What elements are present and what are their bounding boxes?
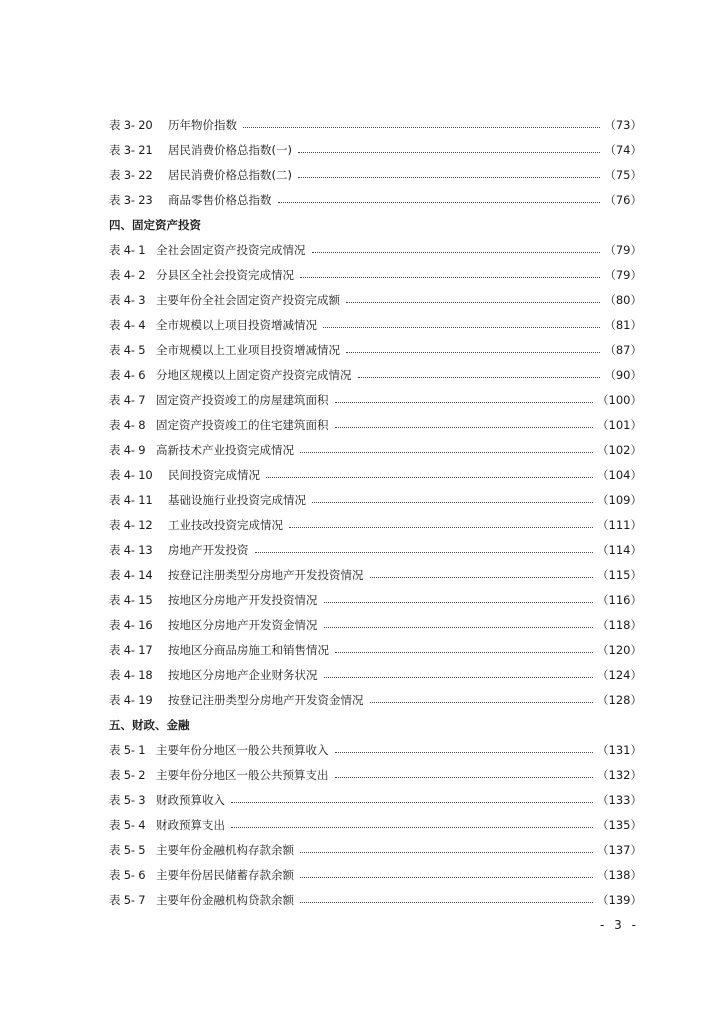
toc-entry[interactable] [109,787,642,812]
entry-title: 主要年份金融机构存款余额 [156,842,294,857]
table-number: 表 3- 22 [109,167,153,182]
table-number: 表 4- 13 [109,542,153,557]
page-ref: （128） [597,692,642,707]
leader-dots [324,676,594,678]
toc-entry[interactable] [109,412,642,437]
toc-entry[interactable] [109,112,642,137]
leader-dots [324,601,594,603]
entry-title: 主要年份全社会固定资产投资完成额 [156,292,340,307]
leader-dots [298,151,600,153]
leader-dots [335,426,594,428]
table-number: 表 5- 5 [109,842,146,857]
toc-entry[interactable] [109,562,642,587]
leader-dots [335,401,594,403]
table-number: 表 5- 7 [109,892,146,907]
leader-dots [323,326,600,328]
leader-dots [300,851,593,853]
table-number: 表 4- 11 [109,492,153,507]
table-number: 表 4- 14 [109,567,153,582]
leader-dots [324,626,594,628]
entry-title: 民间投资完成情况 [168,467,260,482]
toc-entry[interactable] [109,612,642,637]
leader-dots [289,526,593,528]
page-ref: （79） [604,267,642,282]
toc-entry[interactable] [109,137,642,162]
leader-dots [255,551,594,553]
table-number: 表 5- 1 [109,742,146,757]
page-ref: （133） [597,792,642,807]
toc-entry[interactable] [109,512,642,537]
toc-entry[interactable] [109,762,642,787]
entry-title: 主要年份分地区一般公共预算收入 [156,742,329,757]
table-number: 表 5- 2 [109,767,146,782]
leader-dots [278,201,601,203]
entry-title: 全社会固定资产投资完成情况 [156,242,306,257]
page-ref: （120） [597,642,642,657]
table-of-contents [109,112,642,912]
table-number: 表 4- 10 [109,467,153,482]
entry-title: 主要年份分地区一般公共预算支出 [156,767,329,782]
section-heading: 五、财政、金融 [109,717,190,732]
table-number: 表 4- 19 [109,692,153,707]
leader-dots [231,826,593,828]
leader-dots [312,251,601,253]
toc-entry[interactable] [109,262,642,287]
page-ref: （104） [597,467,642,482]
entry-title: 工业技改投资完成情况 [168,517,283,532]
leader-dots [300,451,593,453]
table-number: 表 4- 1 [109,242,146,257]
toc-entry[interactable] [109,837,642,862]
page-ref: （131） [597,742,642,757]
leader-dots [266,476,593,478]
entry-title: 全市规模以上工业项目投资增减情况 [156,342,340,357]
page-ref: （118） [597,617,642,632]
page-ref: （132） [597,767,642,782]
toc-entry[interactable] [109,362,642,387]
entry-title: 分地区规模以上固定资产投资完成情况 [156,367,352,382]
entry-title: 房地产开发投资 [168,542,249,557]
table-number: 表 4- 9 [109,442,146,457]
table-number: 表 4- 4 [109,317,146,332]
toc-entry[interactable] [109,387,642,412]
leader-dots [298,176,600,178]
page-ref: （90） [604,367,642,382]
table-number: 表 4- 18 [109,667,153,682]
entry-title: 按登记注册类型分房地产开发投资情况 [168,567,364,582]
entry-title: 历年物价指数 [168,117,237,132]
toc-entry[interactable] [109,637,642,662]
page-ref: （139） [597,892,642,907]
page-ref: （135） [597,817,642,832]
table-number: 表 4- 15 [109,592,153,607]
entry-title: 按地区分商品房施工和销售情况 [168,642,329,657]
toc-entry[interactable] [109,337,642,362]
toc-entry[interactable] [109,812,642,837]
entry-title: 财政预算收入 [156,792,225,807]
table-number: 表 3- 23 [109,192,153,207]
leader-dots [335,651,593,653]
page-ref: （100） [597,392,642,407]
page-ref: （115） [597,567,642,582]
leader-dots [346,301,600,303]
entry-title: 按地区分房地产开发资金情况 [168,617,318,632]
table-number: 表 3- 21 [109,142,153,157]
leader-dots [335,776,594,778]
entry-title: 基础设施行业投资完成情况 [168,492,306,507]
page-ref: （81） [604,317,642,332]
table-number: 表 4- 6 [109,367,146,382]
page-ref: （137） [597,842,642,857]
entry-title: 按登记注册类型分房地产开发资金情况 [168,692,364,707]
page-ref: （87） [604,342,642,357]
entry-title: 固定资产投资竣工的房屋建筑面积 [156,392,329,407]
leader-dots [231,801,593,803]
table-number: 表 4- 7 [109,392,146,407]
toc-entry[interactable] [109,237,642,262]
toc-entry[interactable] [109,537,642,562]
page-ref: （80） [604,292,642,307]
entry-title: 固定资产投资竣工的住宅建筑面积 [156,417,329,432]
toc-entry[interactable] [109,462,642,487]
table-number: 表 4- 17 [109,642,153,657]
toc-entry[interactable] [109,162,642,187]
entry-title: 主要年份金融机构贷款余额 [156,892,294,907]
toc-entry[interactable] [109,187,642,212]
table-number: 表 4- 3 [109,292,146,307]
table-number: 表 4- 8 [109,417,146,432]
entry-title: 主要年份居民储蓄存款余额 [156,867,294,882]
table-number: 表 5- 3 [109,792,146,807]
toc-entry[interactable] [109,662,642,687]
page-ref: （74） [604,142,642,157]
page-number: - 3 - [600,918,639,932]
toc-entry[interactable] [109,312,642,337]
leader-dots [300,276,600,278]
page-ref: （111） [597,517,642,532]
page-ref: （102） [597,442,642,457]
page-ref: （109） [597,492,642,507]
toc-entry[interactable] [109,887,642,912]
leader-dots [243,126,600,128]
page-ref: （124） [597,667,642,682]
leader-dots [300,876,593,878]
page-ref: （76） [604,192,642,207]
entry-title: 分县区全社会投资完成情况 [156,267,294,282]
entry-title: 高新技术产业投资完成情况 [156,442,294,457]
toc-entry[interactable] [109,487,642,512]
toc-entry[interactable] [109,587,642,612]
entry-title: 居民消费价格总指数(一) [168,142,292,157]
entry-title: 商品零售价格总指数 [168,192,272,207]
toc-entry[interactable] [109,862,642,887]
leader-dots [346,351,600,353]
toc-entry[interactable] [109,437,642,462]
leader-dots [370,576,594,578]
leader-dots [300,901,593,903]
table-number: 表 4- 12 [109,517,153,532]
page-ref: （114） [597,542,642,557]
entry-title: 全市规模以上项目投资增减情况 [156,317,317,332]
table-number: 表 3- 20 [109,117,153,132]
page-ref: （73） [604,117,642,132]
page-ref: （101） [597,417,642,432]
entry-title: 按地区分房地产开发投资情况 [168,592,318,607]
table-number: 表 5- 6 [109,867,146,882]
toc-entry[interactable] [109,287,642,312]
toc-entry[interactable] [109,737,642,762]
page-ref: （116） [597,592,642,607]
toc-entry[interactable] [109,687,642,712]
leader-dots [370,701,594,703]
page-ref: （138） [597,867,642,882]
leader-dots [335,751,594,753]
table-number: 表 4- 2 [109,267,146,282]
table-number: 表 4- 5 [109,342,146,357]
page-ref: （75） [604,167,642,182]
leader-dots [358,376,601,378]
entry-title: 按地区分房地产企业财务状况 [168,667,318,682]
leader-dots [312,501,593,503]
entry-title: 居民消费价格总指数(二) [168,167,292,182]
table-number: 表 5- 4 [109,817,146,832]
entry-title: 财政预算支出 [156,817,225,832]
section-heading: 四、固定资产投资 [109,217,201,232]
table-number: 表 4- 16 [109,617,153,632]
page-ref: （79） [604,242,642,257]
